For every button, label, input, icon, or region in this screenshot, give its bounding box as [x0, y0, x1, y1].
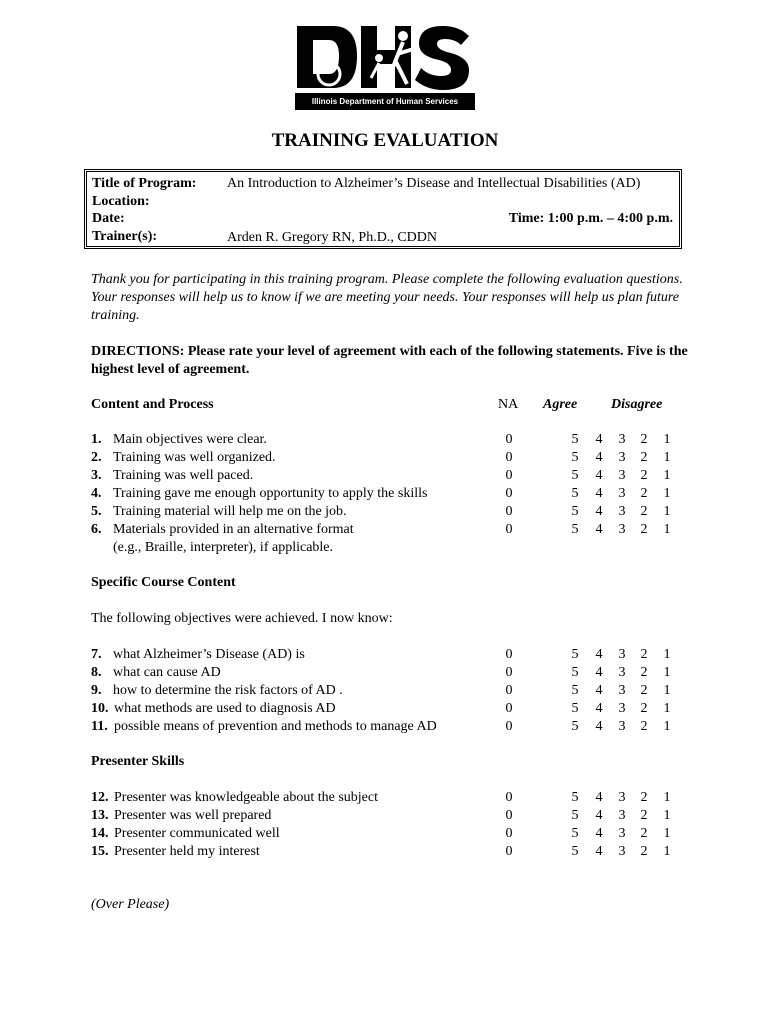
rating-option-5[interactable]: 5 [571, 647, 579, 662]
rating-option-3[interactable]: 3 [618, 808, 626, 823]
question-number: 11. [91, 719, 108, 734]
question-row [91, 718, 770, 736]
rating-option-2[interactable]: 2 [640, 504, 648, 519]
rating-option-4[interactable]: 4 [595, 719, 603, 734]
rating-option-1[interactable]: 1 [663, 432, 671, 447]
course-lead-text: The following objectives were achieved. I now know: [91, 611, 393, 626]
rating-option-1[interactable]: 1 [663, 504, 671, 519]
question-row [91, 807, 770, 825]
rating-option-4[interactable]: 4 [595, 808, 603, 823]
question-row [91, 485, 770, 503]
rating-option-na[interactable]: 0 [505, 468, 513, 483]
rating-option-na[interactable]: 0 [505, 504, 513, 519]
question-text: Presenter held my interest [114, 844, 260, 859]
question-number: 5. [91, 504, 102, 519]
rating-option-4[interactable]: 4 [595, 665, 603, 680]
rating-option-4[interactable]: 4 [595, 432, 603, 447]
question-row [91, 700, 770, 718]
question-row [91, 467, 770, 485]
rating-option-3[interactable]: 3 [618, 665, 626, 680]
rating-option-1[interactable]: 1 [663, 790, 671, 805]
rating-option-na[interactable]: 0 [505, 701, 513, 716]
trainer-value: Arden R. Gregory RN, Ph.D., CDDN [227, 230, 437, 245]
rating-option-5[interactable]: 5 [571, 450, 579, 465]
question-text: what Alzheimer’s Disease (AD) is [113, 647, 305, 662]
rating-option-na[interactable]: 0 [505, 683, 513, 698]
rating-option-5[interactable]: 5 [571, 665, 579, 680]
question-number: 1. [91, 432, 102, 447]
rating-option-5[interactable]: 5 [571, 719, 579, 734]
rating-option-3[interactable]: 3 [618, 486, 626, 501]
section-heading-content: Content and Process [91, 397, 214, 412]
time-value: Time: 1:00 p.m. – 4:00 p.m. [508, 211, 673, 226]
rating-option-3[interactable]: 3 [618, 719, 626, 734]
rating-option-2[interactable]: 2 [640, 808, 648, 823]
rating-option-1[interactable]: 1 [663, 647, 671, 662]
rating-option-1[interactable]: 1 [663, 826, 671, 841]
question-text: Training material will help me on the job. [113, 504, 347, 519]
rating-option-4[interactable]: 4 [595, 522, 603, 537]
rating-option-5[interactable]: 5 [571, 522, 579, 537]
rating-option-1[interactable]: 1 [663, 522, 671, 537]
column-header-na: NA [498, 397, 519, 412]
rating-option-1[interactable]: 1 [663, 844, 671, 859]
question-text: how to determine the risk factors of AD . [113, 683, 343, 698]
rating-option-1[interactable]: 1 [663, 665, 671, 680]
rating-option-5[interactable]: 5 [571, 468, 579, 483]
question-number: 12. [91, 790, 109, 805]
page-title: TRAINING EVALUATION [271, 130, 499, 151]
rating-option-3[interactable]: 3 [618, 683, 626, 698]
question-number: 15. [91, 844, 109, 859]
rating-option-4[interactable]: 4 [595, 790, 603, 805]
question-row [91, 664, 770, 682]
rating-option-1[interactable]: 1 [663, 468, 671, 483]
rating-option-2[interactable]: 2 [640, 844, 648, 859]
rating-option-na[interactable]: 0 [505, 486, 513, 501]
question-text: Presenter was well prepared [114, 808, 272, 823]
question-number: 13. [91, 808, 109, 823]
over-please-note: (Over Please) [91, 897, 170, 912]
rating-option-3[interactable]: 3 [618, 468, 626, 483]
logo-caption: Illinois Department of Human Services [295, 93, 475, 110]
question-row [91, 449, 770, 467]
rating-option-2[interactable]: 2 [640, 468, 648, 483]
question-row [91, 431, 770, 449]
rating-option-5[interactable]: 5 [571, 432, 579, 447]
rating-option-3[interactable]: 3 [618, 790, 626, 805]
rating-option-2[interactable]: 2 [640, 790, 648, 805]
rating-option-na[interactable]: 0 [505, 647, 513, 662]
question-number: 7. [91, 647, 102, 662]
rating-option-2[interactable]: 2 [640, 826, 648, 841]
rating-option-4[interactable]: 4 [595, 826, 603, 841]
rating-option-na[interactable]: 0 [505, 432, 513, 447]
rating-option-2[interactable]: 2 [640, 665, 648, 680]
question-row [91, 825, 770, 843]
rating-option-5[interactable]: 5 [571, 790, 579, 805]
question-text: Presenter was knowledgeable about the subject [114, 790, 378, 805]
question-text: Training was well paced. [113, 468, 254, 483]
question-row [91, 682, 770, 700]
rating-option-3[interactable]: 3 [618, 432, 626, 447]
question-number: 8. [91, 665, 102, 680]
dhs-logo [295, 22, 475, 110]
question-row [91, 843, 770, 861]
rating-option-5[interactable]: 5 [571, 504, 579, 519]
rating-option-1[interactable]: 1 [663, 450, 671, 465]
rating-option-na[interactable]: 0 [505, 450, 513, 465]
rating-option-3[interactable]: 3 [618, 701, 626, 716]
rating-option-na[interactable]: 0 [505, 844, 513, 859]
question-text: what methods are used to diagnosis AD [114, 701, 336, 716]
rating-option-5[interactable]: 5 [571, 808, 579, 823]
question-number: 9. [91, 683, 102, 698]
question-number: 6. [91, 522, 102, 537]
rating-option-2[interactable]: 2 [640, 522, 648, 537]
rating-option-na[interactable]: 0 [505, 790, 513, 805]
question-number: 2. [91, 450, 102, 465]
rating-option-1[interactable]: 1 [663, 486, 671, 501]
column-header-agree: Agree [543, 397, 578, 412]
directions-paragraph: DIRECTIONS: Please rate your level of agreement with each of the following statements. Five is the highest level of agreement. [91, 344, 688, 377]
location-label: Location: [92, 194, 150, 209]
question-text: Main objectives were clear. [113, 432, 267, 447]
question-number: 14. [91, 826, 109, 841]
question-row [91, 646, 770, 664]
rating-option-3[interactable]: 3 [618, 504, 626, 519]
rating-option-1[interactable]: 1 [663, 808, 671, 823]
rating-option-3[interactable]: 3 [618, 826, 626, 841]
question-row [91, 503, 770, 521]
rating-option-5[interactable]: 5 [571, 844, 579, 859]
question-6-continuation: (e.g., Braille, interpreter), if applicable. [113, 540, 334, 555]
rating-option-2[interactable]: 2 [640, 432, 648, 447]
column-header-disagree: Disagree [611, 397, 663, 412]
question-number: 10. [91, 701, 109, 716]
rating-option-5[interactable]: 5 [571, 683, 579, 698]
question-text: Training gave me enough opportunity to apply the skills [113, 486, 428, 501]
rating-option-4[interactable]: 4 [595, 844, 603, 859]
rating-option-1[interactable]: 1 [663, 683, 671, 698]
rating-option-4[interactable]: 4 [595, 504, 603, 519]
rating-option-3[interactable]: 3 [618, 844, 626, 859]
question-text: Training was well organized. [113, 450, 276, 465]
question-text: what can cause AD [113, 665, 221, 680]
question-text: possible means of prevention and methods to manage AD [114, 719, 437, 734]
program-info-box [84, 169, 682, 249]
rating-option-4[interactable]: 4 [595, 450, 603, 465]
rating-option-na[interactable]: 0 [505, 719, 513, 734]
program-title-value: An Introduction to Alzheimer’s Disease and Intellectual Disabilities (AD) [227, 176, 641, 191]
rating-option-5[interactable]: 5 [571, 486, 579, 501]
question-text: Presenter communicated well [114, 826, 280, 841]
rating-option-2[interactable]: 2 [640, 701, 648, 716]
rating-option-4[interactable]: 4 [595, 468, 603, 483]
rating-option-5[interactable]: 5 [571, 701, 579, 716]
section-heading-course: Specific Course Content [91, 575, 236, 590]
rating-option-2[interactable]: 2 [640, 719, 648, 734]
rating-option-2[interactable]: 2 [640, 683, 648, 698]
rating-option-3[interactable]: 3 [618, 647, 626, 662]
question-row [91, 789, 770, 807]
rating-option-na[interactable]: 0 [505, 808, 513, 823]
rating-option-na[interactable]: 0 [505, 522, 513, 537]
question-number: 4. [91, 486, 102, 501]
rating-option-2[interactable]: 2 [640, 450, 648, 465]
intro-paragraph: Thank you for participating in this training program. Please complete the following evaluation questions. Your responses will help us to know if we are meeting your needs. Your responses will help us plan future training. [91, 272, 683, 323]
rating-option-na[interactable]: 0 [505, 826, 513, 841]
rating-option-4[interactable]: 4 [595, 486, 603, 501]
rating-option-1[interactable]: 1 [663, 719, 671, 734]
rating-option-3[interactable]: 3 [618, 522, 626, 537]
rating-option-2[interactable]: 2 [640, 486, 648, 501]
rating-option-2[interactable]: 2 [640, 647, 648, 662]
section-heading-presenter: Presenter Skills [91, 754, 185, 769]
rating-option-4[interactable]: 4 [595, 701, 603, 716]
dhs-logo-graphic [295, 22, 475, 94]
rating-option-4[interactable]: 4 [595, 647, 603, 662]
question-row [91, 521, 770, 539]
program-title-label: Title of Program: [92, 176, 197, 191]
question-text: Materials provided in an alternative format [113, 522, 354, 537]
rating-option-1[interactable]: 1 [663, 701, 671, 716]
rating-option-4[interactable]: 4 [595, 683, 603, 698]
date-label: Date: [92, 211, 125, 226]
rating-option-5[interactable]: 5 [571, 826, 579, 841]
question-number: 3. [91, 468, 102, 483]
trainer-label: Trainer(s): [92, 229, 158, 244]
rating-option-3[interactable]: 3 [618, 450, 626, 465]
rating-option-na[interactable]: 0 [505, 665, 513, 680]
